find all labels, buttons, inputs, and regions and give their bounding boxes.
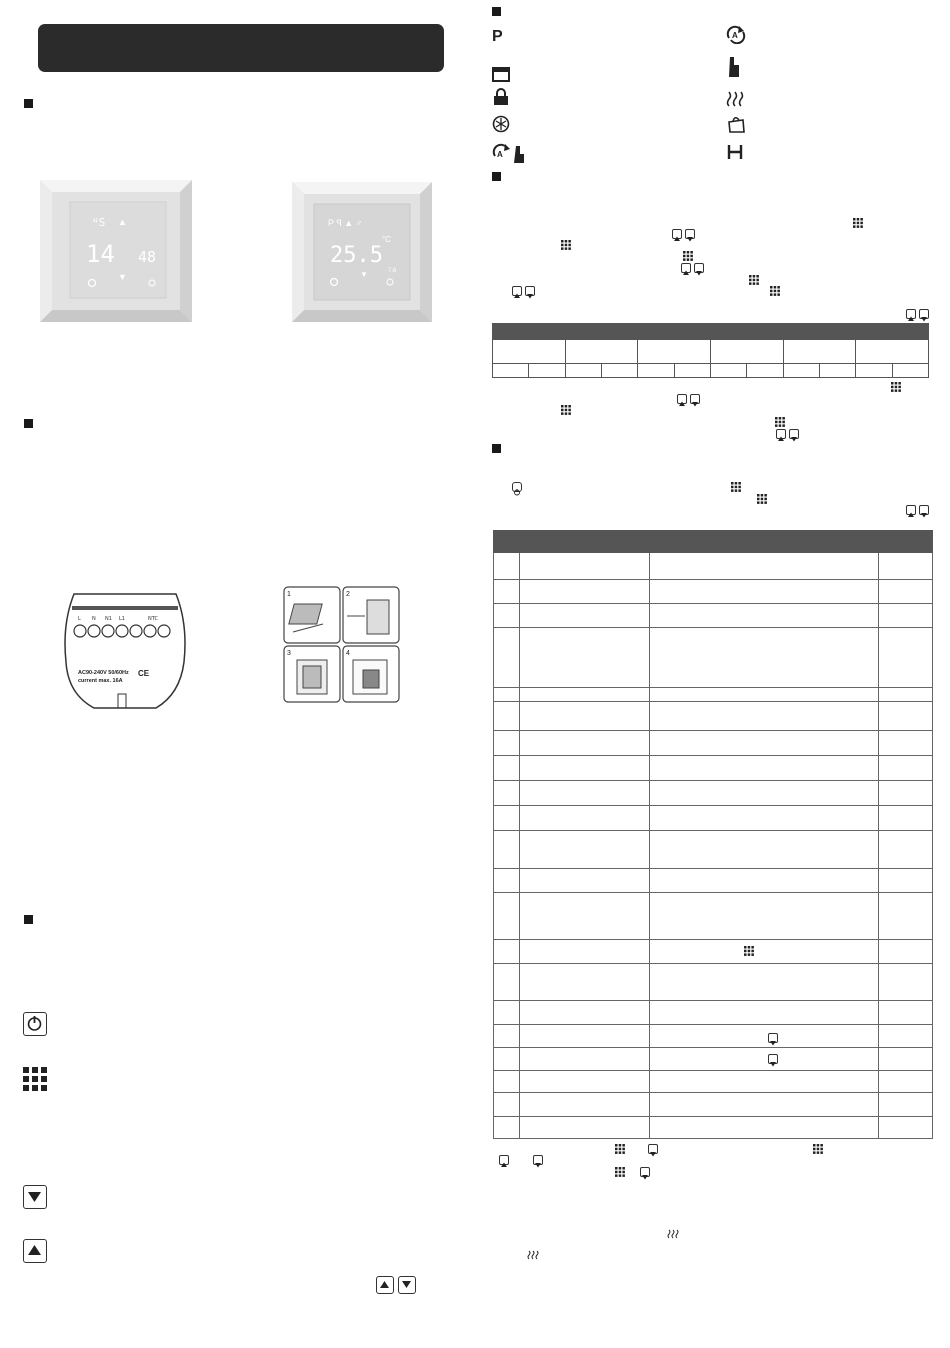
arrow-up-icon [906,309,916,319]
arrow-up-icon [906,505,916,515]
arrow-down-icon [640,1167,650,1177]
svg-text:▲: ▲ [118,217,127,227]
arrow-down-icon [768,1054,778,1064]
table-row [494,756,933,781]
table-row [494,553,933,580]
title-bar [38,24,444,72]
table-row [494,1025,933,1048]
bag-icon [726,114,746,134]
arrow-up-icon [681,263,691,273]
grid-icon [683,251,693,261]
calendar-icon [492,66,510,82]
grid-icon [891,382,901,392]
thermostat-photo-b [292,182,432,322]
terminal-label-N1: N1 [105,616,112,622]
arrow-up-icon [377,1277,392,1292]
table-row [494,1093,933,1117]
table-row [494,628,933,688]
down-button-illustration [23,1185,47,1209]
arrow-down-icon [919,309,929,319]
settings-table [493,530,933,1139]
table-row [494,688,933,702]
power-icon [512,482,522,492]
step-3: 3 [287,650,291,657]
display-a-clock: 14 [86,240,115,268]
power-button-illustration [23,1012,47,1036]
frost-icon [492,115,510,133]
table-row [494,964,933,1001]
arrow-down-icon [694,263,704,273]
rating-line1: AC90-240V 50/60Hz [78,670,129,676]
table-row [494,1117,933,1139]
grid-icon [744,946,754,956]
auto-manual-icon [492,142,530,164]
lock-icon [493,88,509,106]
section-bullet-buttons [24,915,33,924]
table-row [494,781,933,806]
svg-text:A: A [497,150,503,159]
arrow-down-icon [648,1144,658,1154]
grid-icon [813,1144,823,1154]
table-row [494,580,933,604]
grid-icon [731,482,741,492]
display-a-top: ᴴS [92,216,106,229]
terminal-label-L: L [78,616,81,622]
arrow-down-icon [685,229,695,239]
table-row [494,1071,933,1093]
terminal-diagram [60,584,190,714]
arrow-down-icon [690,394,700,404]
heat-icon [726,90,746,108]
section-bullet-display [24,99,33,108]
power-icon [24,1013,45,1034]
step-4: 4 [346,650,350,657]
arrow-up-icon [499,1155,509,1165]
p-icon: P [492,28,503,45]
table-row [494,604,933,628]
arrow-down-icon [789,429,799,439]
terminal-label-L1: L1 [119,616,125,622]
thermostat-photo-a [40,180,192,322]
svg-text:A: A [732,31,738,40]
ce-mark: CE [138,669,150,678]
schedule-table [492,323,929,378]
display-b-temp: 25.5 [330,243,383,268]
grid-icon [775,417,785,427]
display-b-unit: °C [382,235,391,244]
heat-icon [527,1250,539,1260]
arrow-down-icon [533,1155,543,1165]
h-icon [727,143,743,161]
step-1: 1 [287,591,291,598]
terminal-label-N: N [92,616,96,622]
down-button-small [398,1276,416,1294]
grid-icon [561,240,571,250]
table-row [494,869,933,893]
arrow-up-icon [512,286,522,296]
table-row [494,893,933,940]
grid-icon [757,494,767,504]
arrow-up-icon [776,429,786,439]
arrow-up-icon [24,1240,45,1261]
section-bullet-settings [492,444,501,453]
hand-icon [728,55,742,79]
arrow-down-icon [24,1186,45,1207]
table-row [494,1048,933,1071]
install-steps-diagram [283,586,400,704]
svg-text:▼: ▼ [118,272,127,282]
arrow-up-icon [672,229,682,239]
table-row [494,731,933,756]
table-row [494,702,933,731]
up-button-illustration [23,1239,47,1263]
grid-icon [853,218,863,228]
auto-icon [726,24,746,44]
table-row [494,831,933,869]
arrow-down-icon [919,505,929,515]
arrow-down-icon [525,286,535,296]
svg-text:▼: ▼ [360,270,368,279]
terminal-label-NTC: NTC [148,616,158,622]
rating-line2: current max. 16A [78,678,123,684]
display-a-minutes: 48 [138,248,157,266]
table-row [494,1001,933,1025]
arrow-up-icon [677,394,687,404]
arrow-down-icon [399,1277,414,1292]
heat-icon [667,1229,679,1239]
section-bullet-programming [492,172,501,181]
grid-icon [615,1167,625,1177]
grid-icon [749,275,759,285]
grid-icon [561,405,571,415]
table-row [494,806,933,831]
grid-icon [615,1144,625,1154]
step-2: 2 [346,591,350,598]
up-button-small [376,1276,394,1294]
section-bullet-installation [24,419,33,428]
section-bullet-symbols [492,7,501,16]
grid-icon [770,286,780,296]
svg-text:P ꟼ ▲ ♂: P ꟼ ▲ ♂ [328,218,363,228]
arrow-down-icon [768,1033,778,1043]
grid-icon [23,1067,47,1091]
table-row [494,940,933,964]
display-b-small: 7.6 [388,268,397,274]
